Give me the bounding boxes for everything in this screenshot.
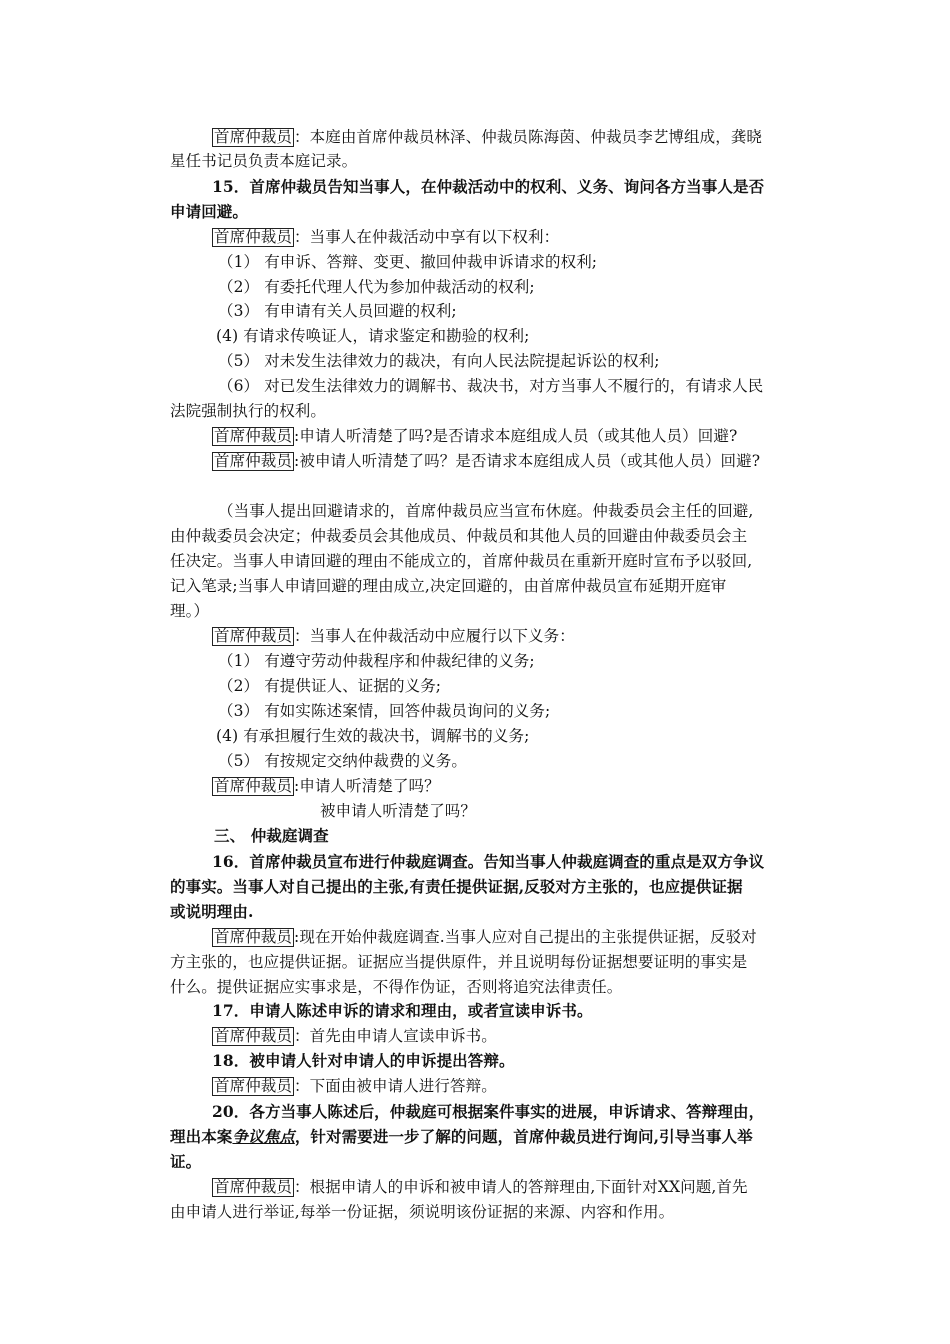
- list-item: （1） 有遵守劳动仲裁程序和仲裁纪律的义务;: [218, 652, 535, 670]
- speech-line: [212, 226, 559, 248]
- speaker-label: 首席仲裁员: [214, 128, 293, 146]
- speech-text: ：下面由被申请人进行答辩。: [294, 1077, 497, 1095]
- speaker-label: 首席仲裁员: [214, 627, 293, 645]
- speech-line: [212, 775, 440, 797]
- speech-line: [212, 1025, 497, 1047]
- list-item: （2） 有委托代理人代为参加仲裁活动的权利;: [218, 278, 535, 296]
- speaker-label: 首席仲裁员: [214, 452, 293, 470]
- heading-line: [170, 1126, 753, 1148]
- note-line: 记入笔录;当事人申请回避的理由成立,决定回避的，由首席仲裁员宣布延期开庭审: [170, 577, 727, 595]
- speaker-label: 首席仲裁员: [214, 1027, 293, 1045]
- note-line: 由仲裁委员会决定；仲裁委员会其他成员、仲裁员和其他人员的回避由仲裁委员会主: [170, 527, 748, 545]
- speech-line: [212, 126, 762, 148]
- speech-text: ：当事人在仲裁活动中享有以下权利：: [294, 228, 560, 246]
- speech-text: :现在开始仲裁庭调查.当事人应对自己提出的主张提供证据，反驳对: [294, 928, 757, 946]
- speech-text: :申请人听清楚了吗?是否请求本庭组成人员（或其他人员）回避?: [294, 427, 738, 445]
- list-item: （5） 对未发生法律效力的裁决，有向人民法院提起诉讼的权利;: [218, 352, 660, 370]
- list-item: (4) 有请求传唤证人，请求鉴定和勘验的权利;: [216, 327, 530, 345]
- heading-line: 证。: [170, 1152, 202, 1171]
- heading-line: 16．首席仲裁员宣布进行仲裁庭调查。告知当事人仲裁庭调查的重点是双方争议: [212, 852, 765, 871]
- speech-line: [212, 450, 760, 472]
- section-heading: 三、 仲裁庭调查: [214, 826, 329, 845]
- heading-line: 18．被申请人针对申请人的申诉提出答辩。: [212, 1051, 515, 1070]
- speech-text: :被申请人听清楚了吗？是否请求本庭组成人员（或其他人员）回避?: [294, 452, 761, 470]
- heading-line: 或说明理由.: [170, 902, 254, 921]
- heading-line: 申请回避。: [170, 202, 249, 221]
- list-item: （6） 对已发生法律效力的调解书、裁决书，对方当事人不履行的，有请求人民: [218, 377, 764, 395]
- list-item: （1） 有申诉、答辩、变更、撤回仲裁申诉请求的权利;: [218, 253, 598, 271]
- speaker-label: 首席仲裁员: [214, 228, 293, 246]
- speech-text: ：首先由申请人宣读申诉书。: [294, 1027, 497, 1045]
- heading-line: 的事实。当事人对自己提出的主张,有责任提供证据,反驳对方主张的，也应提供证据: [170, 877, 743, 896]
- text-line: 什么。提供证据应实事求是，不得作伪证，否则将追究法律责任。: [170, 978, 623, 996]
- heading-text: ，针对需要进一步了解的问题，首席仲裁员进行询问,引导当事人举: [294, 1127, 753, 1146]
- note-line: 任决定。当事人申请回避的理由不能成立的，首席仲裁员在重新开庭时宣布予以驳回,: [170, 552, 753, 570]
- speech-text: :申请人听清楚了吗？: [294, 777, 440, 795]
- text-line: 方主张的，也应提供证据。证据应当提供原件，并且说明每份证据想要证明的事实是: [170, 953, 748, 971]
- speech-line: [212, 1075, 497, 1097]
- speaker-label: 首席仲裁员: [214, 777, 293, 795]
- speech-text: ：本庭由首席仲裁员林泽、仲裁员陈海茵、仲裁员李艺博组成，龚晓: [294, 128, 763, 146]
- list-item: （3） 有申请有关人员回避的权利;: [218, 302, 457, 320]
- speaker-label: 首席仲裁员: [214, 928, 293, 946]
- list-item: （2） 有提供证人、证据的义务;: [218, 677, 442, 695]
- speaker-label: 首席仲裁员: [214, 427, 293, 445]
- heading-text: 理出本案: [170, 1127, 233, 1146]
- text-line: 被申请人听清楚了吗？: [320, 802, 477, 820]
- note-line: 理。）: [170, 602, 210, 620]
- speech-line: [212, 625, 575, 647]
- text-line: 法院强制执行的权利。: [170, 402, 327, 420]
- speech-text: ：根据申请人的申诉和被申请人的答辩理由,下面针对XX问题,首先: [294, 1178, 748, 1196]
- speech-line: [212, 926, 757, 948]
- heading-line: 15．首席仲裁员告知当事人，在仲裁活动中的权利、义务、询问各方当事人是否: [212, 177, 765, 196]
- speaker-label: 首席仲裁员: [214, 1077, 293, 1095]
- speech-line: [212, 425, 737, 447]
- speaker-label: 首席仲裁员: [214, 1178, 293, 1196]
- text-line: 由申请人进行举证,每举一份证据，须说明该份证据的来源、内容和作用。: [170, 1203, 675, 1221]
- speech-text: ：当事人在仲裁活动中应履行以下义务：: [294, 627, 575, 645]
- list-item: （3） 有如实陈述案情，回答仲裁员询问的义务;: [218, 702, 551, 720]
- list-item: (4) 有承担履行生效的裁决书，调解书的义务;: [216, 727, 530, 745]
- list-item: （5） 有按规定交纳仲裁费的义务。: [218, 752, 467, 770]
- emphasis-text: 争议焦点: [232, 1127, 295, 1146]
- speech-line: [212, 1176, 748, 1198]
- heading-line: 17．申请人陈述申诉的请求和理由，或者宣读申诉书。: [212, 1001, 593, 1020]
- heading-line: 20．各方当事人陈述后，仲裁庭可根据案件事实的进展，申诉请求、答辩理由，: [212, 1102, 765, 1121]
- note-line: （当事人提出回避请求的，首席仲裁员应当宣布休庭。仲裁委员会主任的回避,: [218, 502, 754, 520]
- text-line: 星任书记员负责本庭记录。: [170, 152, 358, 170]
